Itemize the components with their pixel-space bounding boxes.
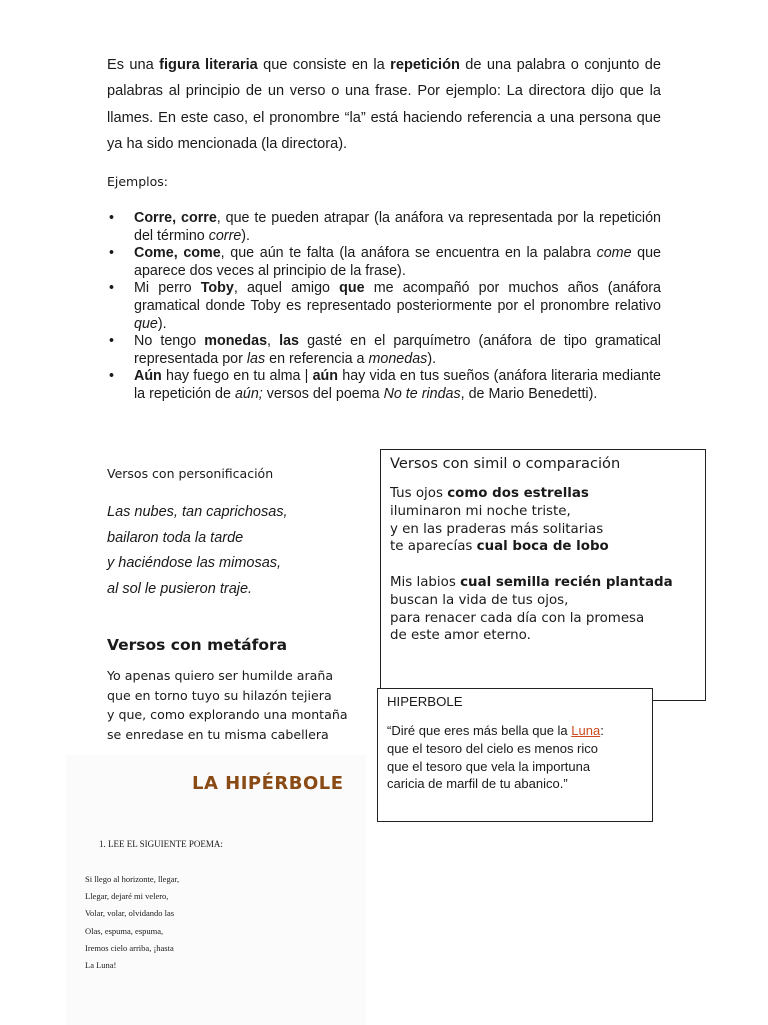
poem-line: al sol le pusieron traje. — [107, 580, 253, 597]
poem-line: Si llego al horizonte, llegar, — [85, 874, 180, 884]
poem-line: que el tesoro del cielo es menos rico — [387, 740, 599, 756]
simil-title: Versos con simil o comparación — [390, 455, 621, 472]
poem-line: Volar, volar, olvidando las — [85, 908, 175, 919]
intro-paragraph: Es una figura literaria que consiste en la repetición de una palabra o conjunto de palabras al principio de un verso o una frase. Por ejemplo: La directora dijo que la llames. En este caso, el pronombre “la” está haciendo referencia a una persona que ya ha sido mencionada (la directora). — [107, 57, 661, 152]
poem-line: para renacer cada día con la promesa — [390, 610, 645, 626]
poem-line: bailaron toda la tarde — [107, 529, 244, 546]
hyperbole-heading: LA HIPÉRBOLE — [192, 773, 344, 794]
hyperbole-title: HIPERBOLE — [387, 694, 463, 709]
hyperbole-poem — [387, 722, 604, 793]
poem-line: que en torno tuyo su hilazón tejiera — [107, 687, 332, 703]
poem-line: Iremos cielo arriba, ¡hasta — [85, 942, 174, 953]
examples-label: Ejemplos: — [107, 174, 169, 189]
poem-line: Mis labios cual semilla recién plantada — [390, 574, 673, 590]
poem-line: se enredase en tu misma cabellera — [107, 726, 329, 742]
metaphor-poem — [107, 666, 348, 744]
poem-line: de este amor eterno. — [390, 628, 531, 644]
hyperbole-textbox — [377, 688, 653, 822]
luna-link[interactable]: Luna — [571, 723, 601, 738]
list-item: • Corre, corre, que te pueden atrapar (la anáfora va representada por la repetición del término corre). — [107, 210, 661, 245]
poem-line: iluminaron mi noche triste, — [390, 503, 571, 519]
poem-line: Olas, espuma, espuma, — [85, 925, 164, 936]
simil-poem — [390, 485, 673, 645]
poem-line: caricia de marfil de tu abanico.” — [387, 776, 568, 792]
personification-poem — [107, 500, 288, 602]
list-item: • Come, come, que aún te falta (la anáfora se encuentra en la palabra come que aparece dos veces al principio de la frase). — [107, 245, 661, 280]
poem-line: Las nubes, tan caprichosas, — [107, 504, 288, 520]
poem-line: “Diré que eres más bella que la Luna: — [387, 723, 604, 738]
poem-line: La Luna! — [85, 960, 117, 971]
poem-line: Yo apenas quiero ser humilde araña — [107, 668, 334, 683]
list-item: • Mi perro Toby, aquel amigo que me acompañó por muchos años (anáfora gramatical donde Toby es representado posteriormente por el pronombre relativo que). — [107, 280, 661, 333]
poem-line: y en las praderas más solitarias — [390, 521, 604, 537]
examples-list — [107, 210, 661, 404]
poem-line: Tus ojos como dos estrellas — [390, 486, 589, 501]
list-item: • Aún hay fuego en tu alma | aún hay vida en tus sueños (anáfora literaria mediante la repetición de aún; versos del poema No te rindas, de Mario Benedetti). — [107, 368, 661, 403]
list-item: • No tengo monedas, las gasté en el parquímetro (anáfora de tipo gramatical representada por las en referencia a monedas). — [107, 333, 661, 368]
personification-label: Versos con personificación — [107, 466, 274, 481]
poem-line: y haciéndose las mimosas, — [107, 555, 282, 571]
poem-line: Llegar, dejaré mi velero, — [85, 891, 169, 902]
poem-line: buscan la vida de tus ojos, — [390, 592, 569, 608]
worksheet-poem — [85, 871, 179, 974]
poem-line: y que, como explorando una montaña — [107, 707, 348, 723]
poem-line: que el tesoro que vela la importuna — [387, 758, 591, 774]
metaphor-title: Versos con metáfora — [107, 636, 288, 654]
simil-textbox — [380, 449, 706, 701]
worksheet-instruction: 1. LEE EL SIGUIENTE POEMA: — [99, 839, 223, 849]
poem-line: te aparecías cual boca de lobo — [390, 539, 609, 555]
